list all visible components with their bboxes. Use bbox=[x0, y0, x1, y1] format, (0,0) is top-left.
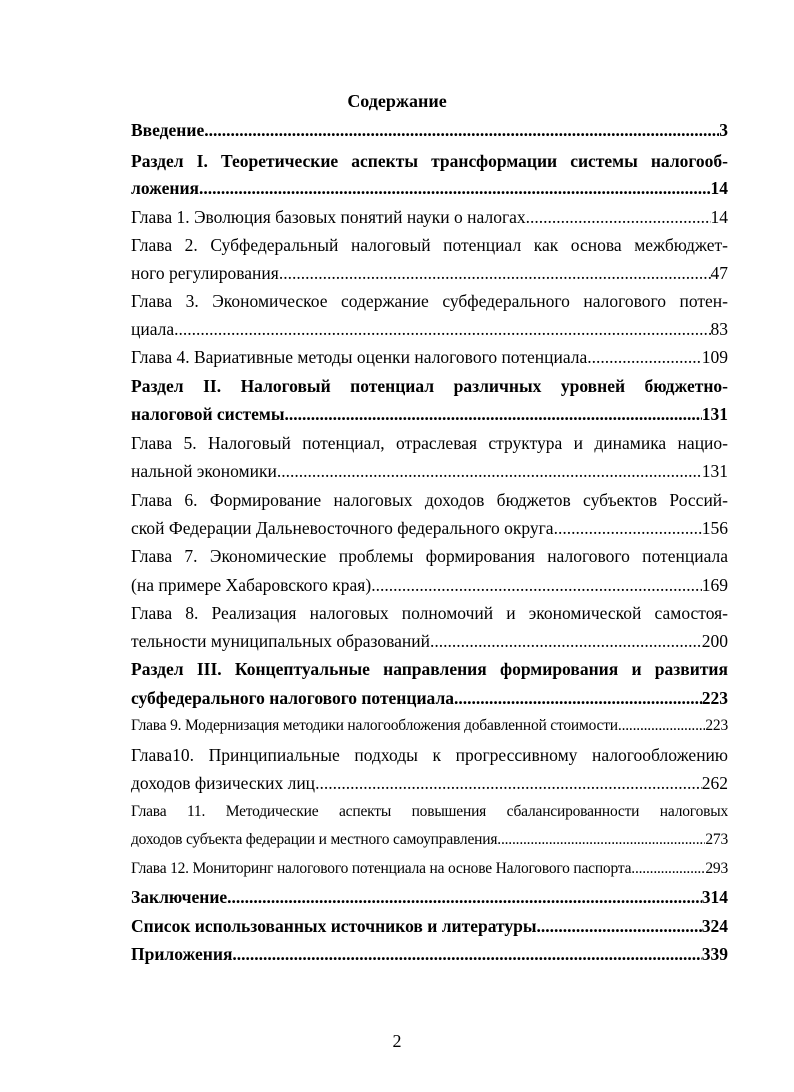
toc-page: 314 bbox=[701, 887, 728, 907]
page-title: Содержание bbox=[347, 91, 447, 111]
toc-page: 47 bbox=[710, 263, 728, 283]
toc-page: 156 bbox=[701, 518, 728, 538]
toc-entry-text: Глава 3. Экономическое содержание субфедерального налогового потен- bbox=[131, 291, 728, 311]
toc-entry-text: тельности муниципальных образований bbox=[131, 631, 430, 651]
toc-page: 14 bbox=[710, 178, 728, 198]
toc-entry-text: Глава 8. Реализация налоговых полномочий и экономической самостоя- bbox=[131, 603, 728, 623]
toc-entry-text: доходов физических лиц bbox=[131, 773, 316, 793]
toc-entry bbox=[131, 459, 728, 483]
toc-entry-text: Введение bbox=[131, 120, 205, 140]
toc-entry bbox=[131, 488, 728, 512]
toc-entry-text: Глава 7. Экономические проблемы формирования налогового потенциала bbox=[131, 546, 728, 566]
toc-entry-text: Приложения bbox=[131, 944, 233, 964]
toc-page: 293 bbox=[705, 860, 728, 877]
toc-page: 324 bbox=[701, 916, 728, 936]
toc-leader bbox=[631, 857, 705, 881]
toc-entry bbox=[131, 771, 728, 795]
toc-entry bbox=[131, 714, 728, 738]
toc-entry bbox=[131, 402, 728, 426]
toc-entry bbox=[131, 686, 728, 710]
toc-leader bbox=[371, 573, 702, 597]
toc-entry bbox=[131, 149, 728, 173]
toc-entry-text: ской Федерации Дальневосточного федерального округа bbox=[131, 518, 554, 538]
toc-page: 109 bbox=[701, 347, 728, 367]
toc-leader bbox=[227, 885, 702, 909]
toc-entry-text: Глава 9. Модернизация методики налогообложения добавленной стоимости bbox=[131, 717, 618, 734]
page-number: 2 bbox=[392, 1031, 402, 1051]
toc-page: 339 bbox=[701, 944, 728, 964]
toc-page: 14 bbox=[710, 207, 728, 227]
toc-entry-text: доходов субъекта федерации и местного самоуправления bbox=[131, 831, 498, 848]
toc-entry-text: Глава 11. Методические аспекты повышения сбалансированности налоговых bbox=[131, 803, 728, 820]
toc-entry bbox=[131, 374, 728, 398]
toc-page: 223 bbox=[701, 688, 728, 708]
toc-entry-text: Раздел I. Теоретические аспекты трансформации системы налогооб- bbox=[131, 151, 728, 171]
toc-entry-text: Глава 5. Налоговый потенциал, отраслевая структура и динамика нацио- bbox=[131, 433, 728, 453]
toc-entry-text: налоговой системы bbox=[131, 404, 285, 424]
toc-entry-text: Раздел II. Налоговый потенциал различных уровней бюджетно- bbox=[131, 376, 728, 396]
toc-entry bbox=[131, 914, 728, 938]
toc-entry bbox=[131, 885, 728, 909]
toc-entry bbox=[131, 176, 728, 200]
toc-entry-text: Глава 1. Эволюция базовых понятий науки о налогах bbox=[131, 207, 526, 227]
toc-entry-text: Глава 12. Мониторинг налогового потенциала на основе Налогового паспорта bbox=[131, 860, 632, 877]
toc-entry bbox=[131, 629, 728, 653]
toc-leader bbox=[315, 771, 702, 795]
toc-leader bbox=[618, 714, 705, 738]
toc-leader bbox=[204, 118, 719, 142]
toc-entry bbox=[131, 857, 728, 881]
toc-page: 200 bbox=[701, 631, 728, 651]
toc-entry bbox=[131, 573, 728, 597]
toc-leader bbox=[174, 317, 710, 341]
toc-entry-text: Глава10. Принципиальные подходы к прогрессивному налогообложению bbox=[131, 745, 728, 765]
toc-leader bbox=[232, 942, 701, 966]
toc-entry bbox=[131, 743, 728, 767]
toc-leader bbox=[554, 516, 702, 540]
toc-entry-text: Раздел III. Концептуальные направления формирования и развития bbox=[131, 659, 728, 679]
toc-entry-text: ложения bbox=[131, 178, 199, 198]
toc-leader bbox=[526, 205, 711, 229]
toc-entry-text: Глава 2. Субфедеральный налоговый потенциал как основа межбюджет- bbox=[131, 235, 728, 255]
toc-leader bbox=[454, 686, 702, 710]
toc-entry bbox=[131, 233, 728, 257]
toc-entry-text: нальной экономики bbox=[131, 461, 277, 481]
toc-entry-text: субфедерального налогового потенциала bbox=[131, 688, 455, 708]
toc-entry bbox=[131, 601, 728, 625]
toc-entry bbox=[131, 345, 728, 369]
toc-leader bbox=[497, 828, 705, 852]
toc-entry bbox=[131, 261, 728, 285]
toc-entry bbox=[131, 317, 728, 341]
toc-entry bbox=[131, 205, 728, 229]
toc-page: 3 bbox=[719, 120, 728, 140]
toc-entry-text: Список использованных источников и литературы bbox=[131, 916, 537, 936]
toc-page: 169 bbox=[701, 575, 728, 595]
toc-entry bbox=[131, 431, 728, 455]
toc-leader bbox=[430, 629, 702, 653]
toc-entry bbox=[131, 800, 728, 824]
toc-entry bbox=[131, 544, 728, 568]
toc-leader bbox=[279, 261, 711, 285]
toc-page: 131 bbox=[701, 404, 728, 424]
toc-page: 223 bbox=[705, 717, 728, 734]
toc-leader bbox=[199, 176, 711, 200]
toc-page: 262 bbox=[701, 773, 728, 793]
toc-leader bbox=[537, 914, 702, 938]
toc-page: 131 bbox=[701, 461, 728, 481]
toc-page: 83 bbox=[710, 319, 728, 339]
toc-entry bbox=[131, 516, 728, 540]
toc-entry-text: Заключение bbox=[131, 887, 228, 907]
toc-entry bbox=[131, 118, 728, 142]
toc-leader bbox=[277, 459, 702, 483]
toc-entry bbox=[131, 657, 728, 681]
toc-entry-text: циала bbox=[131, 319, 175, 339]
toc-entry-text: ного регулирования bbox=[131, 263, 279, 283]
toc-entry-text: Глава 4. Вариативные методы оценки налогового потенциала bbox=[131, 347, 588, 367]
toc-page: 273 bbox=[705, 831, 728, 848]
toc-entry-text: Глава 6. Формирование налоговых доходов бюджетов субъектов Россий- bbox=[131, 490, 728, 510]
toc-entry bbox=[131, 289, 728, 313]
toc-entry bbox=[131, 828, 728, 852]
toc-entry-text: (на примере Хабаровского края) bbox=[131, 575, 372, 595]
toc-leader bbox=[284, 402, 701, 426]
toc-entry bbox=[131, 942, 728, 966]
toc-leader bbox=[587, 345, 701, 369]
